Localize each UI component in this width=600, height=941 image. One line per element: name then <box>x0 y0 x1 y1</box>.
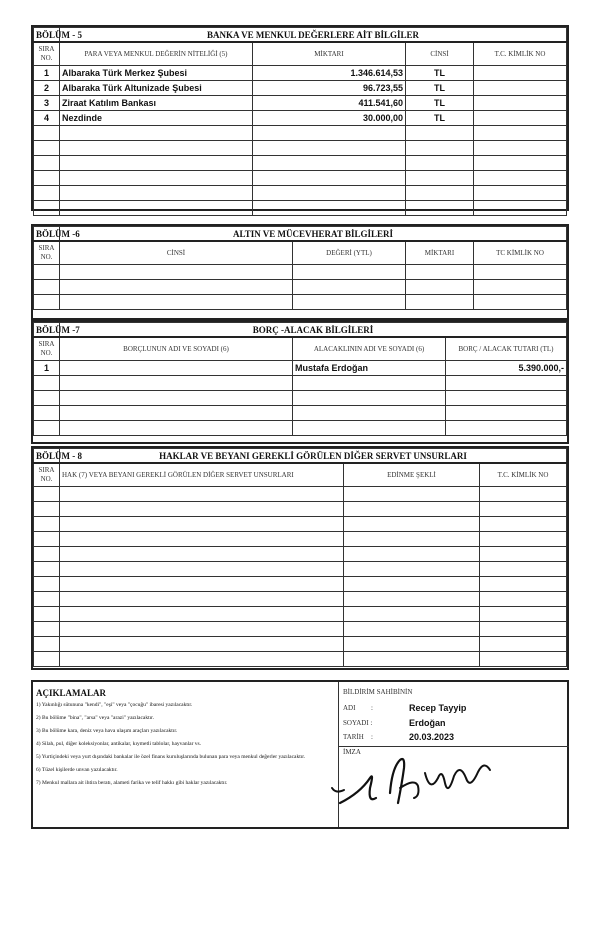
row-name: Albaraka Türk Merkez Şubesi <box>60 66 253 81</box>
section-6-title-row <box>34 227 567 242</box>
empty-row <box>34 141 567 156</box>
row-creditor: Mustafa Erdoğan <box>293 361 446 376</box>
empty-row <box>34 607 567 622</box>
section-6-title: ALTIN VE MÜCEVHERAT BİLGİLERİ <box>60 227 567 242</box>
col-header-kind: CİNSİ <box>406 42 474 66</box>
col-header-no: SIRA NO. <box>34 241 60 265</box>
col-header-rights: HAK (7) VEYA BEYANI GEREKLİ GÖRÜLEN DİĞER SERVET UNSURLARI <box>60 463 344 487</box>
col-header-no: SIRA NO. <box>34 463 60 487</box>
empty-row <box>34 406 567 421</box>
section-5-table <box>33 27 567 216</box>
empty-row <box>34 517 567 532</box>
table-row <box>34 96 567 111</box>
section-7-table <box>33 322 567 436</box>
row-amount: 96.723,55 <box>253 81 406 96</box>
section-7-header-row <box>34 337 567 361</box>
row-no: 1 <box>34 361 60 376</box>
row-name: Nezdinde <box>60 111 253 126</box>
note-item: 1) Yakınlığı sütununa "kendi", "eşi" veya "çocuğu" ibaresi yazılacaktır. <box>36 702 193 708</box>
row-kind: TL <box>406 96 474 111</box>
section-7-code: BÖLÜM -7 <box>34 323 60 338</box>
section-7 <box>31 320 569 444</box>
empty-row <box>34 391 567 406</box>
col-header-no: SIRA NO. <box>34 337 60 361</box>
empty-row <box>34 652 567 667</box>
row-total: 5.390.000,- <box>446 361 567 376</box>
col-header-total: BORÇ / ALACAK TUTARI (TL) <box>446 337 567 361</box>
col-header-value: DEĞERİ (YTL) <box>293 241 406 265</box>
row-no: 4 <box>34 111 60 126</box>
section-8-code: BÖLÜM - 8 <box>34 449 60 464</box>
empty-row <box>34 487 567 502</box>
empty-row <box>34 592 567 607</box>
col-header-name: PARA VEYA MENKUL DEĞERİN NİTELİĞİ (5) <box>60 42 253 66</box>
note-item: 3) Bu bölüme kara, deniz veya hava ulaşım araçları yazılacaktır. <box>36 728 178 734</box>
empty-row <box>34 295 567 310</box>
col-header-creditor: ALACAKLININ ADI VE SOYADI (6) <box>293 337 446 361</box>
section-6-code: BÖLÜM -6 <box>34 227 60 242</box>
section-8 <box>31 446 569 670</box>
section-8-table <box>33 448 567 667</box>
table-row <box>34 81 567 96</box>
col-header-tc: T.C. KİMLİK NO <box>474 42 567 66</box>
row-debtor <box>60 361 293 376</box>
empty-row <box>34 280 567 295</box>
note-item: 7) Menkul mallara ait ihtira beratı, alameti farika ve telif hakkı gibi haklar yazılacaktır. <box>36 780 228 786</box>
empty-row <box>34 562 567 577</box>
empty-row <box>34 186 567 201</box>
empty-row <box>34 637 567 652</box>
col-header-no: SIRA NO. <box>34 42 60 66</box>
empty-row <box>34 201 567 216</box>
section-6 <box>31 224 569 320</box>
section-7-title: BORÇ -ALACAK BİLGİLERİ <box>60 323 567 338</box>
empty-row <box>34 376 567 391</box>
row-amount: 411.541,60 <box>253 96 406 111</box>
row-tc <box>474 66 567 81</box>
note-item: 2) Bu bölüme "bina", "arsa" veya "arazi" yazılacaktır. <box>36 715 155 721</box>
row-no: 3 <box>34 96 60 111</box>
col-header-amount: MİKTARI <box>253 42 406 66</box>
row-no: 1 <box>34 66 60 81</box>
row-no: 2 <box>34 81 60 96</box>
col-header-tc: T.C. KİMLİK NO <box>480 463 567 487</box>
section-8-title-row <box>34 449 567 464</box>
name-label: ADI <box>343 704 356 712</box>
col-header-tc: TC KİMLİK NO <box>474 241 567 265</box>
date-label: TARİH <box>343 733 364 741</box>
declarant-name: Recep Tayyip <box>409 703 467 713</box>
empty-row <box>34 171 567 186</box>
row-tc <box>474 111 567 126</box>
col-header-method: EDİNME ŞEKLİ <box>344 463 480 487</box>
empty-row <box>34 421 567 436</box>
row-name: Albaraka Türk Altunizade Şubesi <box>60 81 253 96</box>
empty-row <box>34 532 567 547</box>
section-5-code: BÖLÜM - 5 <box>34 28 60 43</box>
section-6-table <box>33 226 567 310</box>
section-5-title: BANKA VE MENKUL DEĞERLERE AİT BİLGİLER <box>60 28 567 43</box>
sign-label: İMZA <box>343 748 361 756</box>
empty-row <box>34 156 567 171</box>
section-5-header-row <box>34 42 567 66</box>
row-kind: TL <box>406 66 474 81</box>
surname-label: SOYADI : <box>343 719 373 727</box>
signature-image <box>330 748 510 818</box>
empty-row <box>34 547 567 562</box>
section-7-title-row <box>34 323 567 338</box>
signature-divider <box>339 746 569 747</box>
empty-row <box>34 265 567 280</box>
row-tc <box>474 96 567 111</box>
empty-row <box>34 502 567 517</box>
empty-row <box>34 622 567 637</box>
row-amount: 30.000,00 <box>253 111 406 126</box>
row-tc <box>474 81 567 96</box>
declarant-date: 20.03.2023 <box>409 732 455 742</box>
notes-title: AÇIKLAMALAR <box>36 688 107 698</box>
section-5 <box>31 25 569 211</box>
note-item: 5) Yurtiçindeki veya yurt dışındaki bankalar ile özel finans kuruluşlarında bulunan para veya menkul değerler yazılacaktır. <box>36 754 306 760</box>
note-item: 4) Silah, pul, diğer koleksiyonlar, antikalar, kıymetli tablolar, hayvanlar vs. <box>36 741 202 747</box>
name-colon: : <box>371 704 373 712</box>
notes-panel <box>33 682 339 827</box>
empty-row <box>34 126 567 141</box>
table-row <box>34 361 567 376</box>
col-header-debtor: BORÇLUNUN ADI VE SOYADI (6) <box>60 337 293 361</box>
table-row <box>34 111 567 126</box>
row-name: Ziraat Katılım Bankası <box>60 96 253 111</box>
row-amount: 1.346.614,53 <box>253 66 406 81</box>
section-6-header-row <box>34 241 567 265</box>
section-5-title-row <box>34 28 567 43</box>
declarant-surname: Erdoğan <box>409 718 446 728</box>
col-header-kind: CİNSİ <box>60 241 293 265</box>
note-item: 6) Tüzel kişilerde unvan yazılacaktır. <box>36 767 118 773</box>
empty-row <box>34 577 567 592</box>
declarant-title: BİLDİRİM SAHİBİNİN <box>343 688 413 696</box>
section-8-header-row <box>34 463 567 487</box>
table-row <box>34 66 567 81</box>
row-kind: TL <box>406 111 474 126</box>
date-colon: : <box>371 733 373 741</box>
row-kind: TL <box>406 81 474 96</box>
section-8-title: HAKLAR VE BEYANI GEREKLİ GÖRÜLEN DİĞER SERVET UNSURLARI <box>60 449 567 464</box>
col-header-amount: MİKTARI <box>406 241 474 265</box>
